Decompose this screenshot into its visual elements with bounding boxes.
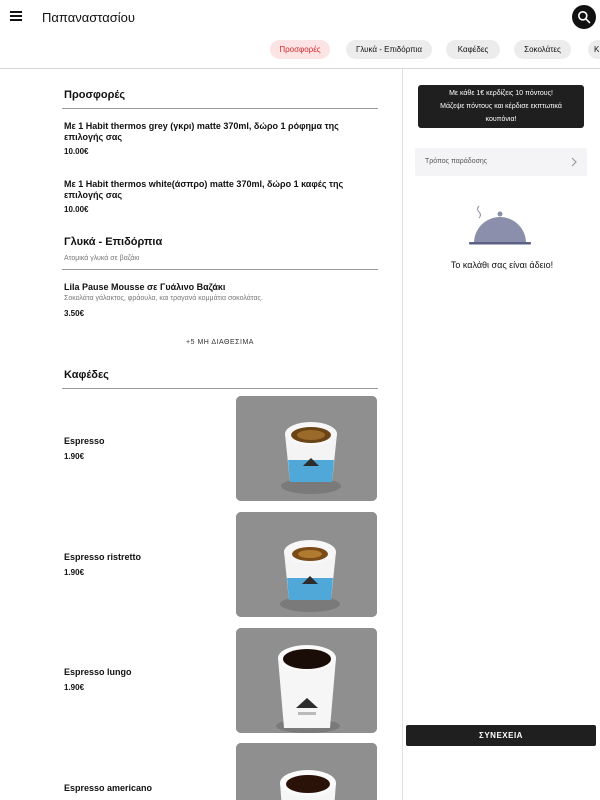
section-divider	[62, 269, 378, 270]
tab-chocolates[interactable]: Σοκολάτες	[514, 40, 571, 59]
dessert-item-description: Σοκολάτα γάλακτος, φράουλα, και τραγανά κομμάτια σοκολάτας.	[64, 295, 263, 302]
app-header	[0, 0, 600, 34]
coffee-item-name[interactable]: Espresso	[64, 436, 105, 446]
promo-line: Με κάθε 1€ κερδίζεις 10 πόντους!	[449, 90, 553, 97]
section-title-offers: Προσφορές	[64, 89, 126, 101]
promo-line: Μάζεψε πόντους και κέρδισε εκπτωτικά	[440, 103, 562, 110]
coffee-item-price: 1.90€	[64, 568, 85, 577]
coffee-item-name[interactable]: Espresso ristretto	[64, 552, 142, 562]
espresso-americano-photo[interactable]	[236, 743, 377, 800]
promo-line: κουπόνια!	[485, 116, 517, 123]
delivery-method-label: Τρόπος παράδοσης	[425, 158, 488, 165]
tab-desserts[interactable]: Γλυκά - Επιδόρπια	[346, 40, 432, 59]
coffee-item-name[interactable]: Espresso americano	[64, 783, 153, 793]
hamburger-menu-icon[interactable]	[10, 11, 22, 21]
espresso-ristretto-photo[interactable]	[236, 512, 377, 617]
loyalty-promo-banner	[418, 85, 584, 128]
category-tabs	[0, 40, 600, 60]
section-divider	[62, 108, 378, 109]
show-unavailable-link[interactable]: +5 ΜΗ ΔΙΑΘΕΣΙΜΑ	[186, 339, 254, 346]
offer-item-name[interactable]: Με 1 Habit thermos grey (γκρι) matte 370ml, δώρο 1 ρόφημα της επιλογής σας	[64, 121, 339, 142]
coffee-item-price: 1.90€	[64, 683, 85, 692]
offer-item-price: 10.00€	[64, 147, 89, 156]
continue-button[interactable]: ΣΥΝΕΧΕΙΑ	[406, 725, 596, 746]
search-icon	[577, 10, 591, 24]
section-subtitle-desserts: Ατομικά γλυκά σε βαζάκι	[64, 255, 140, 262]
tab-coffees[interactable]: Καφέδες	[446, 40, 500, 59]
section-divider	[62, 388, 378, 389]
coffee-item-price: 1.90€	[64, 452, 85, 461]
espresso-lungo-photo[interactable]	[236, 628, 377, 733]
espresso-photo[interactable]	[236, 396, 377, 501]
offer-item-price: 10.00€	[64, 205, 89, 214]
tab-next[interactable]: Κ	[588, 40, 600, 59]
menu-column	[0, 69, 403, 800]
empty-cart-message: Το καλάθι σας είναι άδειο!	[450, 260, 554, 270]
dessert-item-price: 3.50€	[64, 309, 85, 318]
chevron-right-icon	[570, 157, 578, 167]
delivery-method-selector[interactable]	[415, 148, 587, 176]
serving-cloche-icon	[466, 205, 532, 247]
tab-offers[interactable]: Προσφορές	[270, 40, 330, 59]
store-title: Παπαναστασίου	[42, 10, 135, 25]
dessert-item-name[interactable]: Lila Pause Mousse σε Γυάλινο Βαζάκι	[64, 282, 226, 292]
search-button[interactable]	[572, 5, 596, 29]
offer-item-name[interactable]: Με 1 Habit thermos white(άσπρο) matte 370ml, δώρο 1 καφές της επιλογής σας	[64, 179, 344, 200]
coffee-item-name[interactable]: Espresso lungo	[64, 667, 132, 677]
section-title-desserts: Γλυκά - Επιδόρπια	[64, 236, 163, 248]
section-title-coffees: Καφέδες	[64, 369, 109, 381]
